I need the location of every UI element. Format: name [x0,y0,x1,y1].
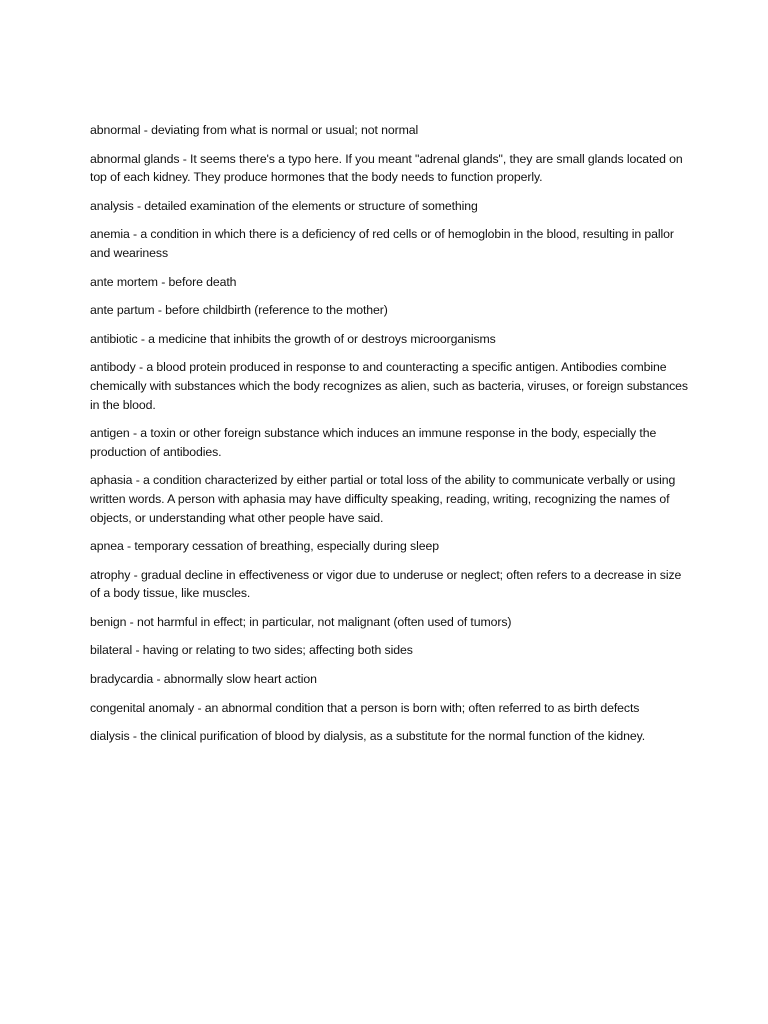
glossary-entry-abnormal-glands: abnormal glands - It seems there's a typo here. If you meant "adrenal glands", they are small glands located on top of each kidney. They produce hormones that the body needs to function properly. [90,151,683,185]
glossary-list [90,121,690,756]
glossary-entry-analysis: analysis - detailed examination of the elements or structure of something [90,198,478,213]
glossary-entry-aphasia: aphasia - a condition characterized by either partial or total loss of the ability to communicate verbally or using written words. A person with aphasia may have difficulty speaking, reading, writing, recognizing the names of objects, or understanding what other people have said. [90,473,676,525]
glossary-entry-atrophy: atrophy - gradual decline in effectiveness or vigor due to underuse or neglect; often refers to a decrease in size of a body tissue, like muscles. [90,567,682,601]
glossary-entry-bradycardia: bradycardia - abnormally slow heart action [90,672,317,687]
glossary-entry-bilateral: bilateral - having or relating to two sides; affecting both sides [90,643,413,658]
glossary-entry-dialysis: dialysis - the clinical purification of blood by dialysis, as a substitute for the normal function of the kidney. [90,729,646,744]
glossary-entry-ante-partum: ante partum - before childbirth (reference to the mother) [90,303,388,318]
glossary-entry-antibody: antibody - a blood protein produced in response to and counteracting a specific antigen. Antibodies combine chemically with substances which the body recognizes as alien, such as bacteria, viruses, or foreign substances in the blood. [90,360,688,412]
glossary-entry-antigen: antigen - a toxin or other foreign substance which induces an immune response in the body, especially the production of antibodies. [90,426,657,459]
glossary-entry-anemia: anemia - a condition in which there is a deficiency of red cells or of hemoglobin in the blood, resulting in pallor and weariness [90,227,674,260]
glossary-entry-antibiotic: antibiotic - a medicine that inhibits the growth of or destroys microorganisms [90,331,496,346]
glossary-entry-benign: benign - not harmful in effect; in particular, not malignant (often used of tumors) [90,614,512,629]
glossary-entry-apnea: apnea - temporary cessation of breathing, especially during sleep [90,539,439,554]
glossary-entry-ante-mortem: ante mortem - before death [90,274,237,289]
glossary-entry-congenital-anomaly: congenital anomaly - an abnormal condition that a person is born with; often referred to as birth defects [90,700,640,715]
glossary-entry-abnormal: abnormal - deviating from what is normal or usual; not normal [90,123,419,137]
